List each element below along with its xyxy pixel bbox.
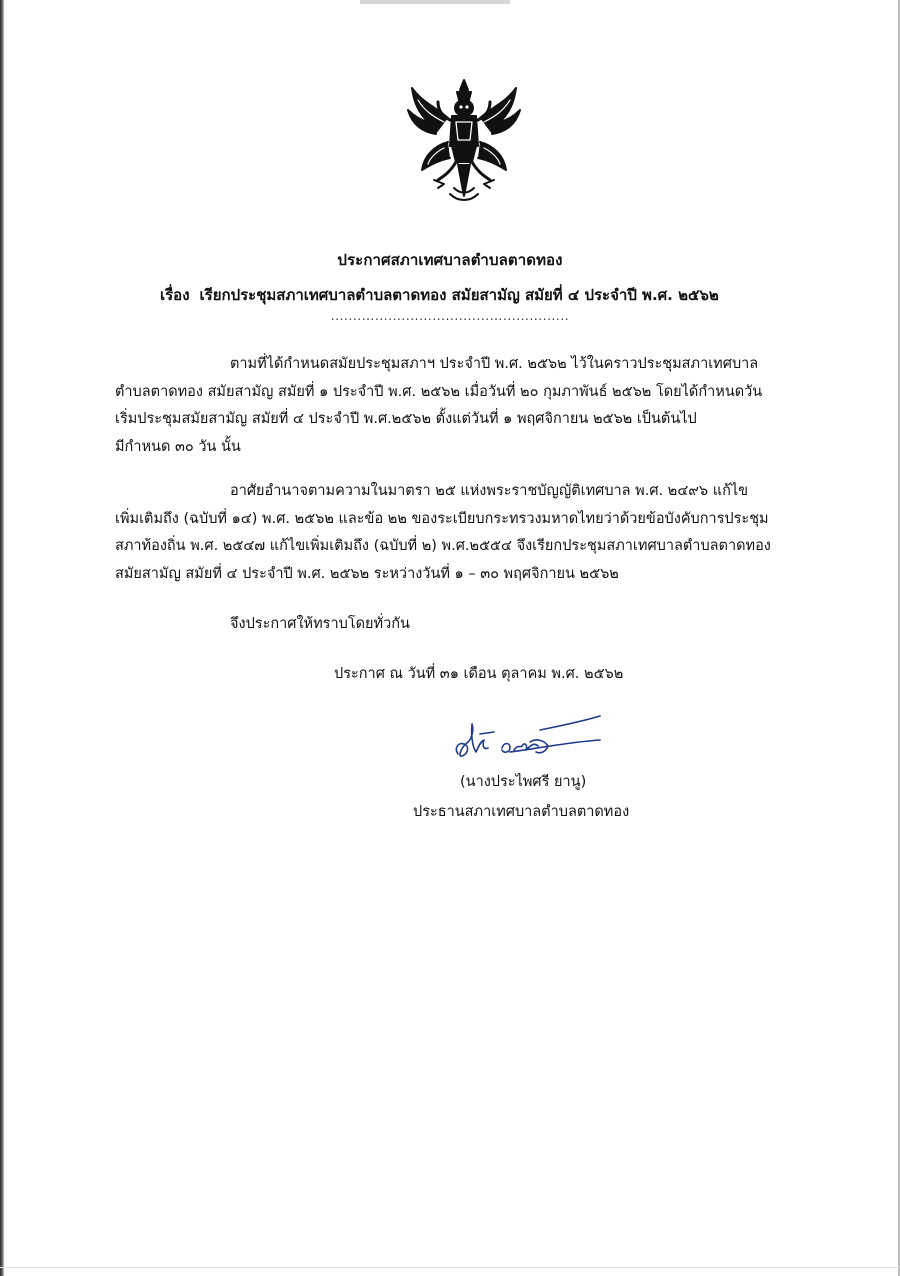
subject-text: เรียกประชุมสภาเทศบาลตำบลตาดทอง สมัยสามัญ สมัยที่ ๔ ประจำปี พ.ศ. ๒๕๖๒ (199, 286, 719, 304)
paragraph-2 (115, 478, 805, 588)
announcement-date: ประกาศ ณ วันที่ ๓๑ เดือน ตุลาคม พ.ศ. ๒๕๖๒ (334, 666, 624, 682)
paragraph-line: อาศัยอำนาจตามความในมาตรา ๒๕ แห่งพระราชบัญญัติเทศบาล พ.ศ. ๒๔๙๖ แก้ไข (230, 483, 749, 499)
paragraph-line: ตามที่ได้กำหนดสมัยประชุมสภาฯ ประจำปี พ.ศ. ๒๕๖๒ ไว้ในคราวประชุมสภาเทศบาล (230, 356, 759, 372)
signer-name: (นางประไพศรี ยานู) (460, 774, 587, 790)
paragraph-line: สภาท้องถิ่น พ.ศ. ๒๕๔๗ แก้ไขเพิ่มเติมถึง (ฉบับที่ ๒) พ.ศ.๒๕๕๔ จึงเรียกประชุมสภาเทศบาลตำบลตาดทอง (115, 538, 771, 554)
paragraph-line: เพิ่มเติมถึง (ฉบับที่ ๑๔) พ.ศ. ๒๕๖๒ และข้อ ๒๒ ของระเบียบกระทรวงมหาดไทยว่าด้วยข้อบังคับการประชุม (115, 510, 769, 527)
document-subject (160, 283, 820, 307)
title-separator: ...................................................... (330, 309, 570, 323)
signer-position: ประธานสภาเทศบาลตำบลตาดทอง (413, 804, 630, 820)
garuda-emblem-icon (404, 76, 524, 204)
scan-edge-bottom (0, 1267, 900, 1268)
paragraph-line: เริ่มประชุมสมัยสามัญ สมัยที่ ๔ ประจำปี พ.ศ.๒๕๖๒ ตั้งแต่วันที่ ๑ พฤศจิกายน ๒๕๖๒ เป็นต้นไป (115, 411, 697, 427)
paragraph-line: สมัยสามัญ สมัยที่ ๔ ประจำปี พ.ศ. ๒๕๖๒ ระหว่างวันที่ ๑ – ๓๐ พฤศจิกายน ๒๕๖๒ (115, 565, 619, 582)
paragraph-1 (115, 351, 805, 461)
subject-label: เรื่อง (160, 286, 190, 304)
handwritten-signature-icon (450, 712, 610, 768)
paragraph-line: ตำบลตาดทอง สมัยสามัญ สมัยที่ ๑ ประจำปี พ.ศ. ๒๕๖๒ เมื่อวันที่ ๒๐ กุมภาพันธ์ ๒๕๖๒ โดยได้กำหนดวัน (115, 383, 763, 400)
closing-statement: จึงประกาศให้ทราบโดยทั่วกัน (230, 616, 410, 632)
document-title: ประกาศสภาเทศบาลตำบลตาดทอง (337, 251, 563, 269)
scan-smudge-top (360, 0, 510, 4)
paragraph-line: มีกำหนด ๓๐ วัน นั้น (115, 438, 241, 455)
scan-edge-left (0, 0, 4, 1276)
